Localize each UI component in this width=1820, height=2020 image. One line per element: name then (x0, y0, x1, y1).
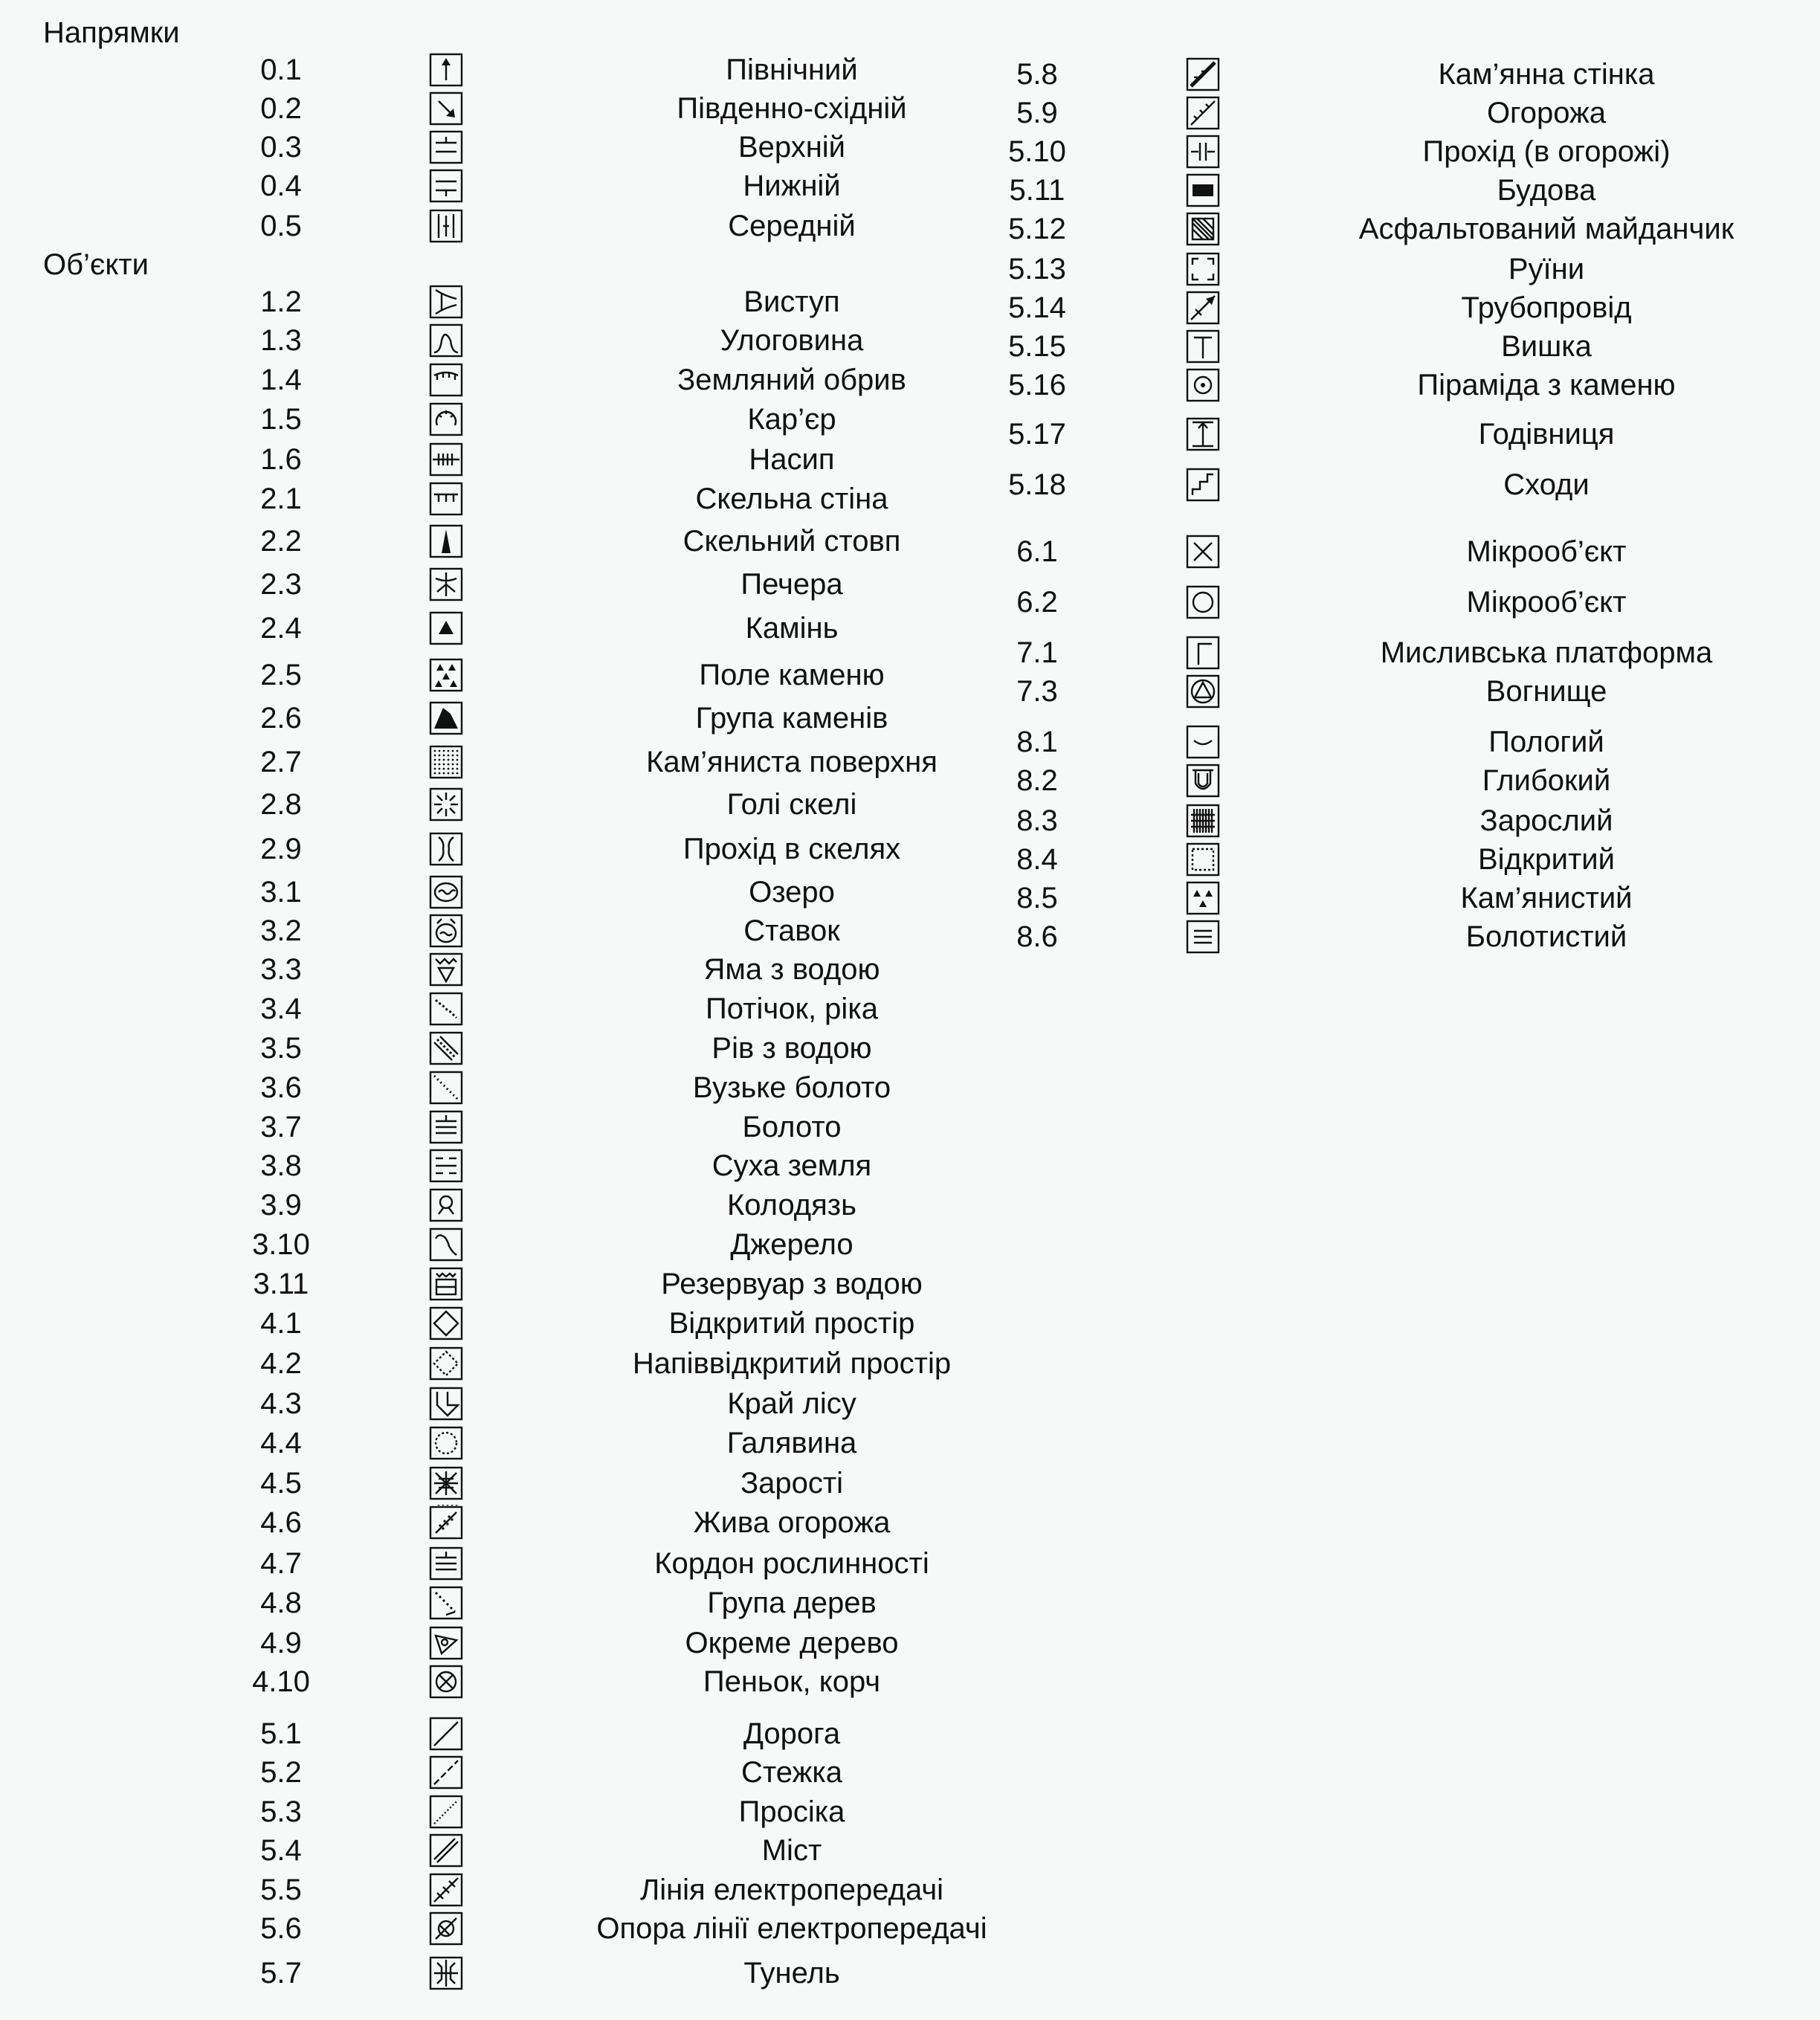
symbol-code: 3.10 (252, 1228, 310, 1261)
symbol-code: 5.15 (1008, 330, 1066, 363)
ride-icon (428, 1794, 464, 1830)
symbol-code: 2.2 (260, 525, 302, 558)
symbol-code: 3.7 (260, 1111, 302, 1143)
symbol-label: Нижній (743, 170, 841, 202)
symbol-code: 4.2 (260, 1347, 302, 1380)
river-icon (428, 991, 464, 1027)
symbol-code: 0.2 (260, 92, 302, 125)
symbol-label: Ставок (743, 914, 840, 947)
symbol-code: 1.5 (260, 403, 302, 436)
symbol-row (0, 1424, 1820, 1462)
symbol-label: Сходи (1503, 468, 1590, 501)
symbol-code: 6.1 (1016, 535, 1058, 568)
high-seat-icon (1185, 635, 1221, 671)
symbol-code: 4.10 (252, 1665, 310, 1698)
symbol-code: 3.4 (260, 993, 302, 1025)
paved-area-icon (1185, 211, 1221, 247)
symbol-label: Огорожа (1486, 97, 1607, 129)
symbol-code: 5.7 (260, 1957, 302, 1990)
symbol-code: 3.3 (260, 953, 302, 986)
special-item-circle-icon (1185, 584, 1221, 620)
symbol-label: Відкритий (1477, 843, 1615, 876)
symbol-row (0, 1624, 1820, 1662)
symbol-label: Годівниця (1478, 418, 1615, 451)
stone-wall-icon (1185, 57, 1221, 92)
symbol-code: 4.6 (260, 1506, 302, 1539)
symbol-label: Жива огорожа (693, 1506, 891, 1539)
symbol-code: 8.2 (1016, 764, 1058, 797)
symbol-label: Просіка (738, 1795, 845, 1828)
marshy-icon (1185, 919, 1221, 955)
symbol-label: Кам’янна стінка (1438, 58, 1655, 91)
symbol-label: Мисливська платформа (1380, 636, 1713, 669)
symbol-row (0, 1871, 1820, 1909)
ruin-icon (1185, 251, 1221, 287)
symbol-row (0, 1954, 1820, 1992)
symbol-label: Дорога (743, 1717, 841, 1750)
symbol-row (0, 94, 1820, 132)
symbol-row (0, 917, 1820, 956)
symbol-label: Скельний стовп (682, 525, 901, 558)
symbol-label: Глибокий (1482, 764, 1611, 797)
symbol-code: 4.5 (260, 1467, 302, 1500)
symbol-code: 2.4 (260, 612, 302, 645)
symbol-label: Рів з водою (711, 1032, 872, 1065)
symbol-label: Суха земля (711, 1149, 872, 1182)
symbol-label: Будова (1497, 174, 1596, 207)
shallow-icon (1185, 724, 1221, 760)
waterhole-icon (428, 952, 464, 987)
symbol-label: Болото (742, 1111, 842, 1143)
symbol-code: 0.1 (260, 54, 302, 86)
symbol-code: 2.8 (260, 788, 302, 821)
symbol-row (0, 1108, 1820, 1146)
symbol-row (0, 583, 1820, 622)
symbol-row (0, 288, 1820, 327)
symbol-code: 3.5 (260, 1032, 302, 1065)
symbol-code: 0.3 (260, 131, 302, 164)
fence-icon (1185, 95, 1221, 131)
symbol-label: Північний (726, 54, 858, 86)
symbol-label: Галявина (726, 1427, 857, 1459)
symbol-row (0, 1225, 1820, 1264)
symbol-label: Кам’янистий (1460, 882, 1633, 914)
symbol-label: Група дерев (707, 1587, 877, 1619)
water-tank-icon (428, 1266, 464, 1302)
section-header-directions: Напрямки (43, 16, 180, 49)
symbol-label: Резервуар з водою (661, 1268, 923, 1300)
symbol-code: 8.6 (1016, 920, 1058, 953)
spring-icon (428, 1227, 464, 1262)
deep-icon (1185, 763, 1221, 798)
symbol-code: 1.3 (260, 324, 302, 357)
symbol-label: Земляний обрив (677, 364, 906, 396)
symbol-row (0, 1909, 1820, 1948)
symbol-label: Край лісу (727, 1387, 856, 1420)
road-icon (428, 1716, 464, 1752)
symbol-row (0, 801, 1820, 840)
symbol-code: 1.4 (260, 364, 302, 396)
marsh-icon (428, 1109, 464, 1145)
fireplace-icon (1185, 674, 1221, 709)
symbol-label: Колодязь (726, 1189, 856, 1222)
symbol-label: Кар’єр (747, 403, 836, 436)
symbol-code: 3.6 (260, 1071, 302, 1104)
crossing-point-icon (1185, 134, 1221, 170)
symbol-code: 8.4 (1016, 843, 1058, 876)
symbol-label: Скельна стіна (695, 483, 888, 515)
symbol-row (0, 1464, 1820, 1503)
overgrown-icon (1185, 803, 1221, 839)
stairway-icon (1185, 467, 1221, 503)
symbol-label: Піраміда з каменю (1417, 369, 1676, 401)
symbol-code: 3.2 (260, 914, 302, 947)
symbol-code: 7.1 (1016, 636, 1058, 669)
symbol-code: 3.11 (253, 1268, 309, 1300)
symbol-row (0, 55, 1820, 94)
single-tree-icon (428, 1625, 464, 1661)
symbol-label: Верхній (738, 131, 846, 164)
symbol-row (0, 1146, 1820, 1185)
symbol-label: Поле каменю (699, 659, 885, 691)
symbol-label: Пеньок, корч (703, 1665, 881, 1698)
symbol-code: 5.8 (1016, 58, 1058, 91)
symbol-code: 5.6 (260, 1912, 302, 1945)
symbol-code: 5.12 (1008, 213, 1066, 245)
symbol-row (0, 532, 1820, 571)
symbol-label: Мікрооб’єкт (1466, 586, 1627, 619)
rocky-icon (1185, 880, 1221, 916)
symbol-row (0, 1584, 1820, 1622)
symbol-label: Зарості (740, 1467, 844, 1500)
symbol-code: 5.14 (1008, 291, 1066, 324)
symbol-code: 7.3 (1016, 675, 1058, 708)
power-pylon-icon (428, 1911, 464, 1946)
symbol-label: Група каменів (695, 702, 888, 735)
symbol-row (0, 840, 1820, 879)
symbol-code: 5.4 (260, 1834, 302, 1867)
symbol-row (0, 723, 1820, 761)
symbol-row (0, 1714, 1820, 1753)
symbol-label: Вогнище (1485, 675, 1607, 708)
symbol-label: Окреме дерево (685, 1627, 899, 1659)
symbol-label: Мікрооб’єкт (1466, 535, 1627, 568)
symbol-row (0, 1186, 1820, 1224)
symbol-code: 2.9 (260, 833, 302, 865)
symbol-code: 5.3 (260, 1795, 302, 1828)
symbol-code: 6.2 (1016, 586, 1058, 619)
symbol-code: 3.8 (260, 1149, 302, 1182)
symbol-code: 0.4 (260, 170, 302, 202)
symbol-code: 1.2 (260, 285, 302, 318)
symbol-label: Болотистий (1465, 920, 1627, 953)
symbol-label: Південно-східній (677, 92, 907, 125)
symbol-label: Асфальтований майданчик (1358, 213, 1735, 245)
symbol-code: 4.3 (260, 1387, 302, 1420)
symbol-row (0, 415, 1820, 454)
symbol-code: 8.1 (1016, 726, 1058, 758)
symbol-label: Тунель (743, 1957, 840, 1990)
symbol-row (0, 1831, 1820, 1870)
symbol-label: Лінія електропередачі (639, 1874, 944, 1906)
symbol-row (0, 1384, 1820, 1423)
symbol-code: 5.2 (260, 1756, 302, 1789)
semi-open-land-icon (428, 1346, 464, 1381)
symbol-code: 8.5 (1016, 882, 1058, 914)
symbol-row (0, 1304, 1820, 1343)
symbol-code: 5.5 (260, 1874, 302, 1906)
symbol-label: Насип (749, 443, 835, 476)
symbol-label: Середній (728, 210, 856, 242)
open-land-icon (428, 1306, 464, 1341)
symbol-code: 5.1 (260, 1717, 302, 1750)
symbol-label: Трубопровід (1461, 291, 1632, 324)
hedge-icon (428, 1505, 464, 1540)
symbol-row (0, 1503, 1820, 1542)
copse-icon (428, 1585, 464, 1621)
fodder-rack-icon (1185, 416, 1221, 452)
symbol-label: Улоговина (720, 324, 864, 357)
bridge-icon (428, 1833, 464, 1868)
symbol-code: 3.1 (260, 876, 302, 909)
well-icon (428, 1187, 464, 1223)
symbol-code: 2.1 (260, 483, 302, 515)
symbol-row (0, 1029, 1820, 1068)
symbol-label: Зарослий (1479, 804, 1613, 837)
symbol-code: 4.7 (260, 1547, 302, 1580)
symbol-label: Вишка (1501, 330, 1592, 363)
tower-icon (1185, 329, 1221, 364)
tree-stump-icon (428, 1664, 464, 1700)
symbol-code: 8.3 (1016, 804, 1058, 837)
symbol-label: Стежка (741, 1756, 842, 1789)
power-line-icon (428, 1872, 464, 1908)
symbol-code: 5.11 (1009, 174, 1065, 207)
symbol-row (0, 1792, 1820, 1831)
water-ditch-icon (428, 1030, 464, 1066)
symbol-label: Кордон рослинності (654, 1547, 929, 1580)
open-icon (1185, 842, 1221, 877)
symbol-code: 5.17 (1008, 418, 1066, 451)
vegetation-boundary-icon (428, 1546, 464, 1581)
symbol-code: 4.9 (260, 1627, 302, 1659)
symbol-label: Озеро (749, 876, 835, 909)
symbol-label: Потічок, ріка (706, 993, 878, 1025)
symbol-row (0, 1344, 1820, 1383)
symbol-row (0, 366, 1820, 404)
symbol-code: 5.13 (1008, 253, 1066, 285)
symbol-label: Прохід (в огорожі) (1422, 135, 1671, 168)
symbol-row (0, 250, 1820, 288)
symbol-label: Прохід в скелях (682, 833, 901, 865)
symbol-label: Пологий (1488, 726, 1604, 758)
symbol-label: Виступ (743, 285, 840, 318)
symbol-label: Вузьке болото (692, 1071, 891, 1104)
symbol-code: 5.9 (1016, 97, 1058, 129)
symbol-code: 4.1 (260, 1307, 302, 1340)
pipeline-icon (1185, 290, 1221, 326)
symbol-row (0, 761, 1820, 800)
symbol-code: 2.3 (260, 568, 302, 601)
symbol-label: Міст (761, 1834, 822, 1867)
symbol-row (0, 465, 1820, 504)
symbol-code: 5.10 (1008, 135, 1066, 168)
clearing-icon (428, 1425, 464, 1461)
symbol-label: Печера (740, 568, 843, 601)
special-item-x-icon (1185, 534, 1221, 569)
symbol-code: 2.6 (260, 702, 302, 735)
building-icon (1185, 172, 1221, 208)
symbol-label: Напіввідкритий простір (632, 1347, 952, 1380)
symbol-row (0, 1068, 1820, 1107)
symbol-code: 0.5 (260, 210, 302, 242)
symbol-row (0, 327, 1820, 366)
forest-corner-icon (428, 1386, 464, 1422)
symbol-code: 2.7 (260, 746, 302, 778)
symbol-label: Джерело (730, 1228, 853, 1261)
firm-ground-icon (428, 1148, 464, 1184)
symbol-label: Яма з водою (703, 953, 880, 986)
symbol-code: 5.18 (1008, 468, 1066, 501)
symbol-row (0, 990, 1820, 1028)
symbol-row (0, 1544, 1820, 1583)
symbol-row (0, 672, 1820, 711)
symbol-label: Руїни (1508, 253, 1585, 285)
symbol-label: Камінь (745, 612, 839, 645)
symbol-row (0, 879, 1820, 917)
section-header-objects: Об’єкти (43, 248, 149, 281)
symbol-code: 4.4 (260, 1427, 302, 1459)
symbol-code: 1.6 (260, 443, 302, 476)
symbol-code: 2.5 (260, 659, 302, 691)
symbol-row (0, 1265, 1820, 1303)
thicket-icon (428, 1465, 464, 1501)
symbol-row (0, 132, 1820, 171)
symbol-label: Голі скелі (726, 788, 857, 821)
symbol-row (0, 171, 1820, 210)
cairn-icon (1185, 367, 1221, 403)
symbol-code: 3.9 (260, 1189, 302, 1222)
tunnel-icon (428, 1955, 464, 1991)
symbol-label: Кам’яниста поверхня (646, 746, 938, 778)
symbol-row (0, 1753, 1820, 1792)
narrow-marsh-icon (428, 1070, 464, 1106)
symbol-code: 5.16 (1008, 369, 1066, 401)
path-icon (428, 1755, 464, 1790)
symbol-row (0, 210, 1820, 248)
symbol-row (0, 1662, 1820, 1701)
symbol-label: Опора лінії електропередачі (596, 1912, 987, 1945)
symbol-code: 4.8 (260, 1587, 302, 1619)
symbol-row (0, 633, 1820, 672)
symbol-label: Відкритий простір (668, 1307, 915, 1340)
